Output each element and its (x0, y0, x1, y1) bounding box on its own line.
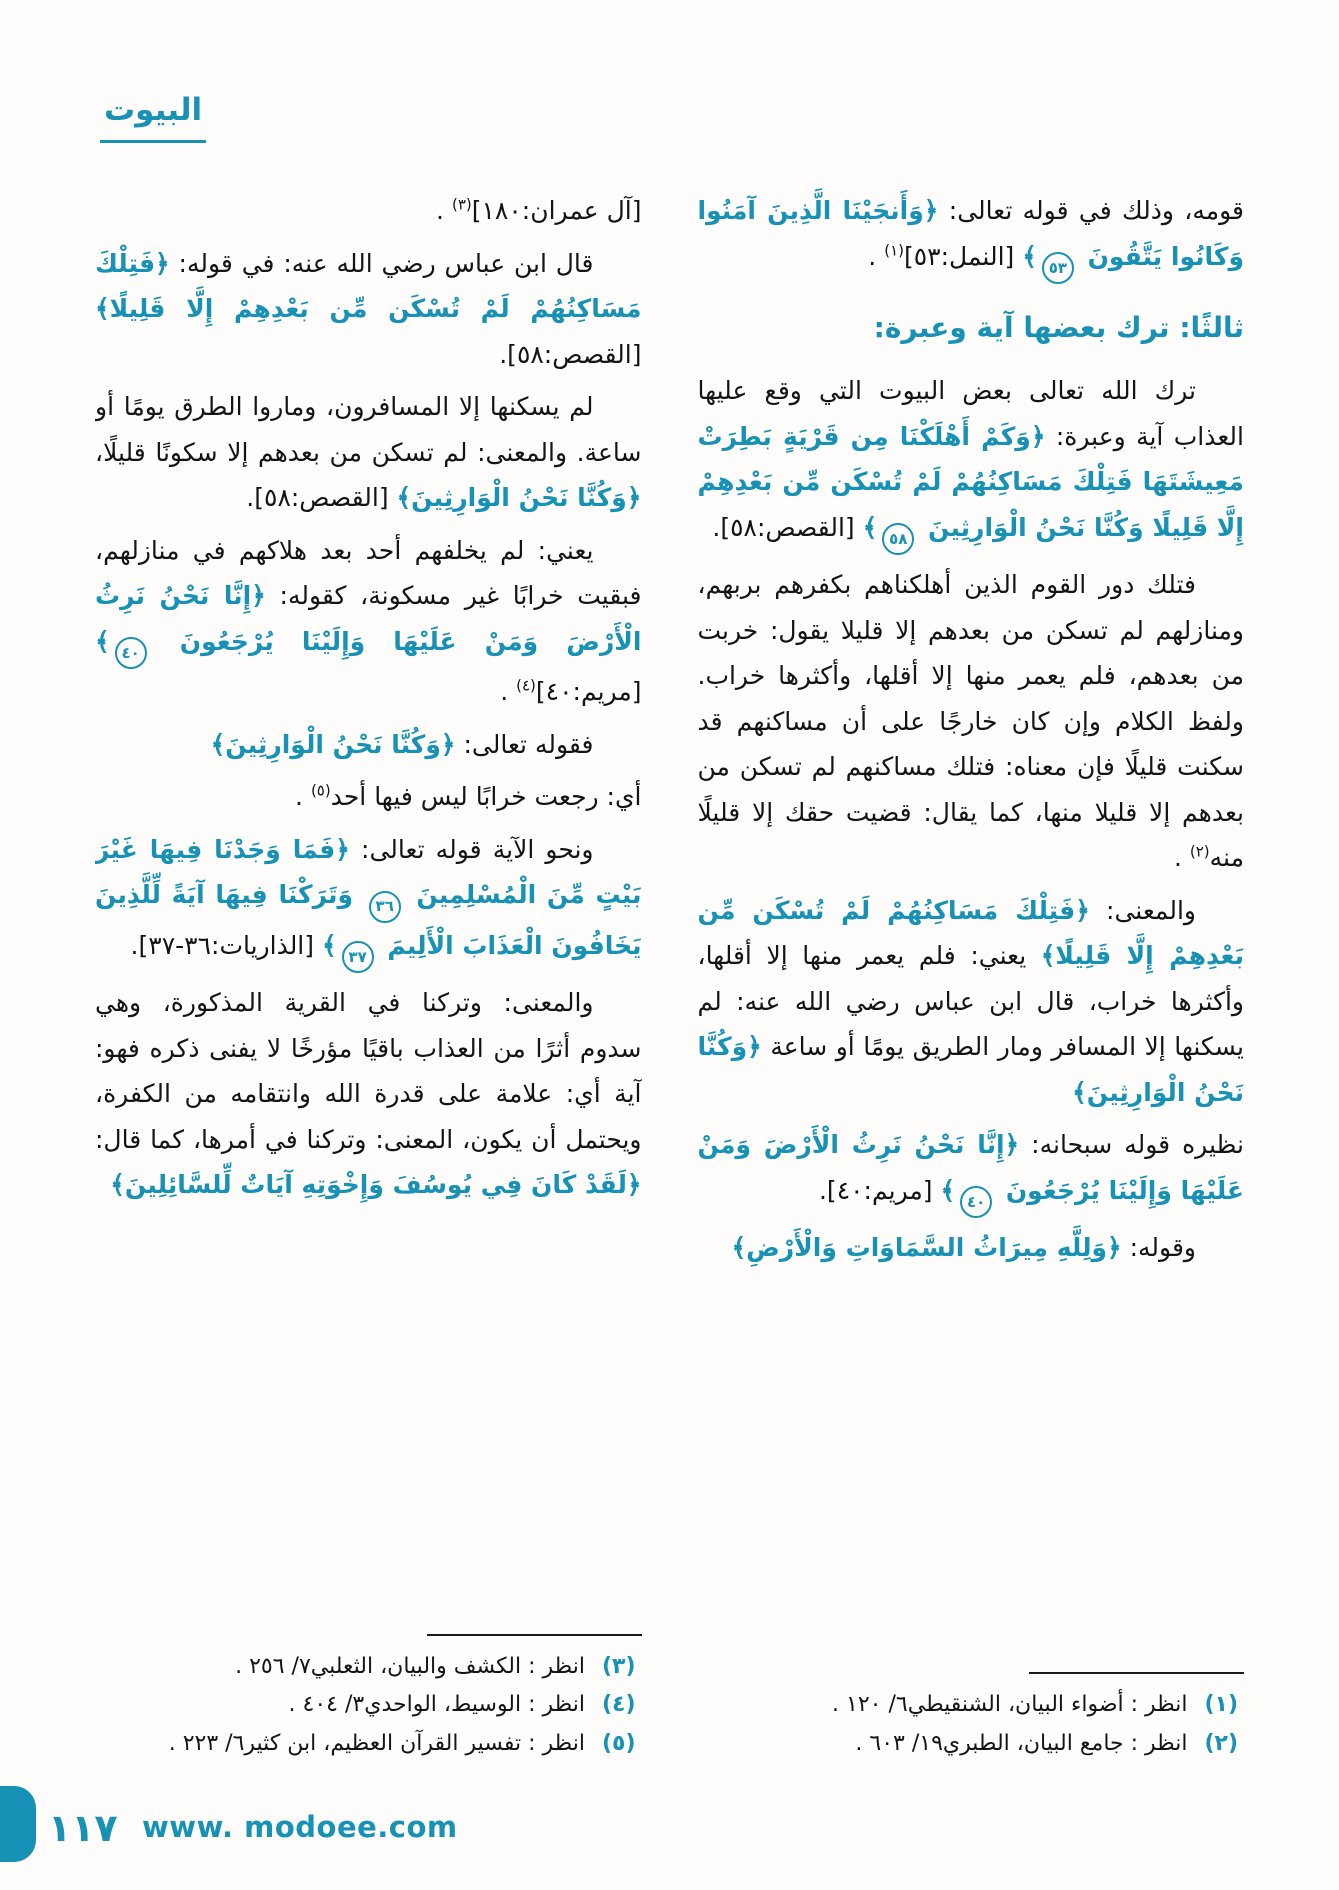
body-text: . (818, 1175, 827, 1205)
body-text (855, 513, 863, 542)
body-text: قومه، وذلك في قوله تعالى: (938, 196, 1244, 225)
quran-verse: ﴿فَمَا وَجَدْنَا فِيهَا غَيْرَ بَيْتٍ مِّنَ الْمُسْلِمِينَ (95, 834, 642, 910)
quran-verse: ﴿إِنَّا نَحْنُ نَرِثُ الْأَرْضَ وَمَنْ عَلَيْهَا وَإِلَيْنَا يُرْجَعُونَ (697, 1130, 1244, 1205)
body-text: لم يسكنها إلا المسافرون، وماروا الطرق يومًا أو ساعة. والمعنى: لم تسكن من بعدهم إلا سكونًا قليلًا، (95, 392, 642, 467)
verse-reference: [الذاريات:٣٦-٣٧] (138, 930, 315, 960)
footnotes (95, 1628, 642, 1764)
verse-reference: [القصص:٥٨] (254, 483, 389, 512)
footnote-number: (١) (1204, 1692, 1238, 1717)
footnote-number: (٣) (601, 1653, 636, 1679)
body-text: . (436, 196, 452, 225)
paragraph (95, 827, 642, 974)
footnote-marker: (٥) (310, 781, 331, 800)
body-text: يعني: لم يخلفهم أحد بعد هلاكهم في منازلهم، فبقيت خرابًا غير مسكونة، كقوله: (95, 535, 642, 610)
ayah-number: ٣٦ (369, 891, 401, 923)
body-text: نظيره قوله سبحانه: (1019, 1130, 1244, 1160)
body-text: . (499, 339, 508, 369)
footnote (698, 1686, 1245, 1725)
body-text: فقوله تعالى: (455, 729, 594, 759)
quran-verse: ﴾ (940, 1175, 956, 1205)
website-link[interactable]: www. modoee.com (142, 1810, 458, 1844)
footnote (698, 1725, 1245, 1764)
quran-verse: ﴿وَكَمْ أَهْلَكْنَا مِن قَرْيَةٍ بَطِرَتْ مَعِيشَتَهَا فَتِلْكَ مَسَاكِنُهُمْ لَمْ تُسْكَن مِّن بَعْدِهِمْ إِلَّا قَلِيلًا وَكُنَّا نَحْنُ الْوَارِثِينَ (697, 421, 1244, 542)
paragraph (95, 528, 642, 715)
verse-reference: [آل عمران:١٨٠] (471, 196, 642, 225)
body-text: فتلك دور القوم الذين أهلكناهم بكفرهم بربهم، ومنازلهم لم تسكن من بعدهم إلا قليلا يقول: خربت من بعدهم، فلم يعمر منها إلا أقلها، وأكثرها خراب. ولفظ الكلام وإن كان خارجًا على أن مساكنهم قد سكنت قليلًا فإن معناه: فتلك مساكنهم لم تسكن من بعدهم إلا قليلا منها، كما يقال: قضيت حقك إلا قليلًا منه (697, 570, 1244, 873)
body-text: قال ابن عباس رضي الله عنه: في قوله: (169, 248, 594, 278)
body-text: يعني: فلم يعمر منها إلا أقلها، وأكثرها خراب، قال ابن عباس رضي الله عنه: لم يسكنها إلا المسافر ومار الطريق يومًا أو ساعة (697, 941, 1244, 1062)
quran-verse: ﴿وَكُنَّا نَحْنُ الْوَارِثِينَ﴾ (697, 1032, 1244, 1107)
quran-verse: ﴾ (321, 930, 337, 960)
footnote (95, 1725, 642, 1764)
page-header (100, 92, 206, 143)
quran-verse: ﴿فَتِلْكَ مَسَاكِنُهُمْ لَمْ تُسْكَن مِّن بَعْدِهِمْ إِلَّا قَلِيلًا﴾ (95, 248, 642, 323)
body-text: . (246, 483, 255, 512)
quran-verse: وَتَرَكْنَا فِيهَا آيَةً لِّلَّذِينَ يَخَافُونَ الْعَذَابَ الْأَلِيمَ (95, 880, 642, 960)
footnote-number: (٥) (601, 1730, 636, 1756)
body-text: . (500, 677, 517, 707)
body-text: والمعنى: (1089, 895, 1196, 925)
footnote-marker: (٣) (451, 195, 472, 214)
body-text: أي: رجعت خرابًا ليس فيها أحد (330, 782, 642, 812)
body-text: . (712, 512, 721, 542)
quran-verse: ﴾ (862, 512, 878, 542)
column-left (95, 188, 642, 1763)
verse-reference: [القصص:٥٨] (720, 512, 855, 542)
footnote-separator (1029, 1672, 1244, 1674)
quran-verse: ﴿فَتِلْكَ مَسَاكِنُهُمْ لَمْ تُسْكَن مِّن بَعْدِهِمْ إِلَّا قَلِيلًا﴾ (697, 895, 1244, 971)
paragraph (698, 188, 1245, 284)
footnote (95, 1648, 642, 1687)
footnote-marker: (١) (884, 241, 904, 260)
section-heading: ثالثًا: ترك بعضها آية وعبرة: (873, 311, 1244, 345)
ayah-number: ٥٨ (882, 523, 914, 555)
body-text (389, 483, 397, 512)
quran-verse: ﴿وَكُنَّا نَحْنُ الْوَارِثِينَ﴾ (396, 483, 642, 512)
text-columns (95, 188, 1244, 1763)
paragraph (95, 188, 642, 234)
paragraph (698, 562, 1245, 881)
chapter-title: البيوت (100, 92, 206, 143)
quran-verse: ﴿لَقَدْ كَانَ فِي يُوسُفَ وَإِخْوَتِهِ آيَاتٌ لِّلسَّائِلِينَ﴾ (110, 1170, 642, 1200)
paragraph (698, 1122, 1245, 1218)
footnote-separator (427, 1634, 642, 1636)
quran-verse: ﴿وَأَنجَيْنَا الَّذِينَ آمَنُوا وَكَانُوا يَتَّقُونَ (697, 196, 1244, 271)
footnote-text: انظر : الوسيط، الواحدي٣/ ٤٠٤ . (288, 1692, 592, 1717)
body-text: ترك الله تعالى بعض البيوت التي وقع عليها العذاب آية وعبرة: (697, 376, 1244, 451)
footnotes (698, 1666, 1245, 1763)
paragraph (698, 368, 1245, 555)
footnote-text: انظر : جامع البيان، الطبري١٩/ ٦٠٣ . (855, 1730, 1195, 1756)
footnote-marker: (٢) (1189, 842, 1210, 861)
verse-reference: [مريم:٤٠] (826, 1175, 933, 1205)
verse-reference: [القصص:٥٨] (507, 339, 642, 369)
body-text: . (130, 930, 139, 960)
page-footer (0, 1780, 1339, 1864)
column-right (698, 188, 1245, 1763)
footnote-marker: (٤) (516, 676, 536, 695)
quran-verse: ﴿وَكُنَّا نَحْنُ الْوَارِثِينَ﴾ (210, 729, 456, 759)
body-text: . (1173, 843, 1190, 873)
paragraph (95, 980, 642, 1208)
ayah-number: ٥٣ (1042, 252, 1074, 284)
paragraph (95, 241, 642, 378)
body-text: ونحو الآية قوله تعالى: (349, 834, 594, 864)
footnote-text: انظر : تفسير القرآن العظيم، ابن كثير٦/ ٢٢٣ . (168, 1730, 592, 1756)
quran-verse: ﴾ (1022, 241, 1037, 271)
body-text (314, 931, 322, 960)
ayah-number: ٤٠ (960, 1186, 992, 1218)
footnote (95, 1686, 642, 1725)
body-text: . (868, 241, 885, 271)
quran-verse: ﴾ (95, 626, 110, 656)
quran-verse: ﴿إِنَّا نَحْنُ نَرِثُ الْأَرْضَ وَمَنْ عَلَيْهَا وَإِلَيْنَا يُرْجَعُونَ (95, 581, 642, 656)
footnote-number: (٤) (601, 1692, 636, 1717)
paragraph (95, 384, 642, 521)
body-text: . (295, 782, 311, 812)
paragraph (95, 774, 642, 820)
page-number: ١١٧ (48, 1806, 118, 1850)
verse-reference: [النمل:٥٣] (903, 241, 1015, 271)
footnote-text: انظر : الكشف والبيان، الثعلبي٧/ ٢٥٦ . (235, 1653, 592, 1679)
footnote-number: (٢) (1204, 1730, 1238, 1756)
page-tab-ornament (0, 1786, 36, 1862)
footnote-text: انظر : أضواء البيان، الشنقيطي٦/ ١٢٠ . (832, 1692, 1195, 1717)
body-text: والمعنى: وتركنا في القرية المذكورة، وهي سدوم أثرًا من العذاب باقيًا مؤرخًا لا يفنى ذكره فهو: آية أي: علامة على قدرة الله وانتقامه من الكفرة، ويحتمل أن يكون، المعنى: وتركنا في أمرها، كما قال: (95, 988, 642, 1154)
ayah-number: ٤٠ (115, 637, 147, 669)
body-text: وقوله: (1121, 1233, 1196, 1263)
verse-reference: [مريم:٤٠] (535, 677, 642, 707)
paragraph (698, 888, 1245, 1116)
ayah-number: ٣٧ (342, 941, 374, 973)
quran-verse: ﴿وَلِلَّهِ مِيرَاثُ السَّمَاوَاتِ وَالْأَرْضِ﴾ (731, 1233, 1122, 1263)
paragraph (95, 722, 642, 768)
paragraph (698, 1225, 1245, 1271)
